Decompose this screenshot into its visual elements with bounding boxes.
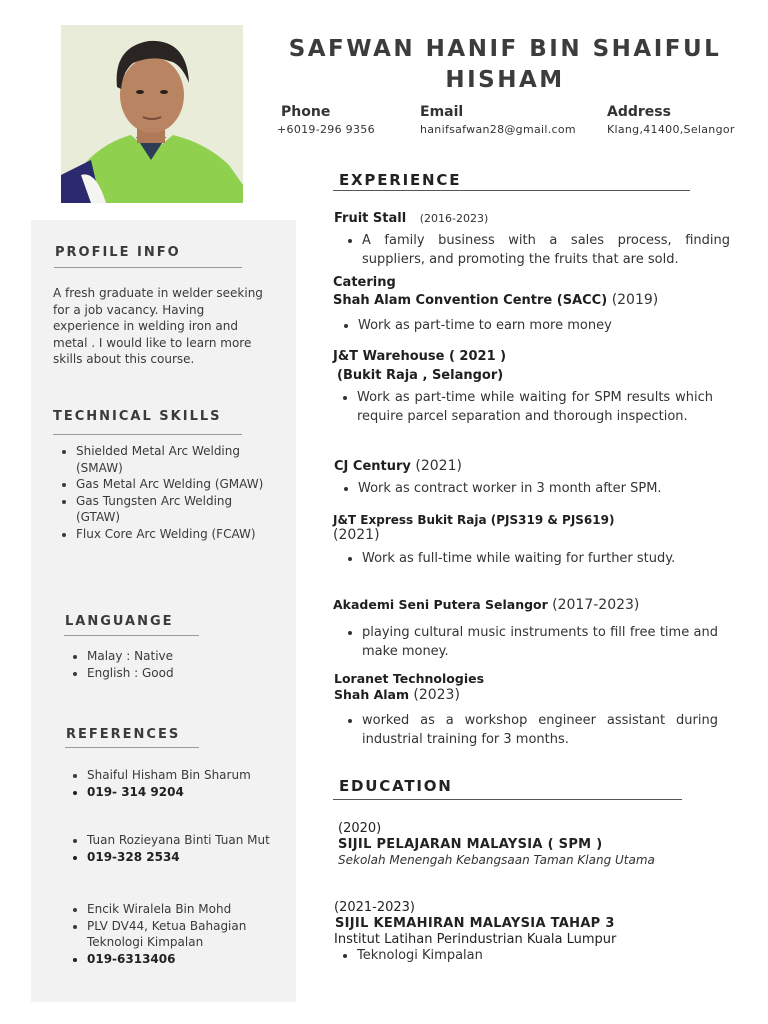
profile-divider [54, 267, 242, 268]
list-item: • playing cultural music instruments to fill free time and make money. [362, 624, 718, 661]
job-title [334, 686, 460, 704]
education-heading: EDUCATION [339, 777, 453, 795]
job-desc [332, 317, 726, 336]
job-desc [331, 389, 713, 426]
job-year: (2016-2023) [419, 212, 489, 225]
language-divider [64, 635, 199, 636]
job-title [333, 596, 639, 614]
reference-name: • Tuan Rozieyana Binti Tuan Mut [87, 832, 282, 849]
job-title: J&T Express Bukit Raja (PJS319 & PJS619) [333, 513, 615, 527]
experience-divider [333, 190, 690, 191]
reference-phone: • 019-328 2534 [87, 849, 282, 866]
list-item: • Flux Core Arc Welding (FCAW) [76, 526, 276, 543]
list-item: • A family business with a sales process, finding suppliers, and promoting the fruits that are sold. [362, 232, 730, 269]
education-title: SIJIL PELAJARAN MALAYSIA ( SPM ) [338, 837, 603, 852]
email-value: hanifsafwan28@gmail.com [420, 123, 576, 136]
education-title: SIJIL KEMAHIRAN MALAYSIA TAHAP 3 [335, 916, 615, 931]
list-item: • Gas Tungsten Arc Welding (GTAW) [76, 493, 276, 526]
references-divider [65, 747, 199, 748]
list-item: • Shielded Metal Arc Welding (SMAW) [76, 443, 276, 476]
profile-text: A fresh graduate in welder seeking for a job vacancy. Having experience in welding iron and metal . I would like to learn more skills about this course. [53, 286, 263, 366]
job-year: (2023) [413, 687, 460, 703]
profile-photo-image [61, 25, 243, 203]
reference-phone: • 019- 314 9204 [87, 784, 282, 801]
candidate-name: SAFWAN HANIF BIN SHAIFUL HISHAM [288, 36, 722, 93]
education-school: Sekolah Menengah Kebangsaan Taman Klang Utama [338, 853, 655, 867]
job-title: (Bukit Raja , Selangor) [337, 368, 504, 383]
references-heading: REFERENCES [66, 727, 181, 742]
job-name: Fruit Stall [334, 211, 407, 226]
address-label: Address [607, 104, 671, 120]
education-year: (2021-2023) [334, 900, 416, 915]
job-name: Shah Alam [334, 687, 410, 702]
language-list [65, 648, 287, 681]
job-year: (2021) [415, 458, 462, 474]
list-item: • Malay : Native [87, 648, 287, 665]
job-title [334, 457, 462, 476]
job-title: Loranet Technologies [334, 671, 485, 686]
reference-2 [65, 832, 282, 865]
list-item: • Gas Metal Arc Welding (GMAW) [76, 476, 276, 493]
job-year: (2021) [333, 527, 380, 543]
education-course [331, 948, 657, 964]
education-divider [333, 799, 682, 800]
list-item: • Teknologi Kimpalan [357, 948, 657, 964]
reference-3 [65, 901, 287, 967]
job-title: J&T Warehouse ( 2021 ) [333, 349, 507, 364]
education-school: Institut Latihan Perindustrian Kuala Lumpur [334, 932, 617, 947]
reference-phone: • 019-6313406 [87, 951, 287, 968]
reference-position: • PLV DV44, Ketua Bahagian Teknologi Kimpalan [87, 918, 287, 951]
job-year: (2019) [611, 292, 659, 308]
job-desc [336, 550, 718, 569]
job-desc [336, 232, 730, 269]
job-title: Catering [333, 275, 396, 290]
job-desc [336, 624, 718, 661]
reference-name: • Shaiful Hisham Bin Sharum [87, 767, 282, 784]
job-desc [332, 480, 726, 499]
education-year: (2020) [338, 821, 382, 836]
address-value: Klang,41400,Selangor [607, 123, 735, 136]
list-item: • Work as contract worker in 3 month after SPM. [358, 480, 726, 499]
job-name: Shah Alam Convention Centre (SACC) [333, 293, 608, 308]
job-title [334, 210, 488, 228]
list-item: • worked as a workshop engineer assistant during industrial training for 3 months. [362, 712, 718, 749]
email-label: Email [420, 104, 464, 120]
job-title [333, 291, 658, 310]
reference-name: • Encik Wiralela Bin Mohd [87, 901, 287, 918]
profile-heading: PROFILE INFO [55, 245, 181, 260]
job-desc [336, 712, 718, 749]
reference-1 [65, 767, 282, 800]
skills-heading: TECHNICAL SKILLS [53, 409, 222, 424]
list-item: • Work as part-time to earn more money [358, 317, 726, 336]
list-item: • Work as full-time while waiting for further study. [362, 550, 718, 569]
phone-value: +6019-296 9356 [277, 123, 375, 136]
phone-label: Phone [281, 104, 331, 120]
job-name: Akademi Seni Putera Selangor [333, 597, 548, 612]
language-heading: LANGUANGE [65, 614, 174, 629]
skills-divider [53, 434, 242, 435]
profile-photo [61, 25, 243, 203]
job-year: (2017-2023) [552, 597, 640, 613]
list-item: • English : Good [87, 665, 287, 682]
list-item: • Work as part-time while waiting for SPM results which require parcel separation and thorough inspection. [357, 389, 713, 426]
experience-heading: EXPERIENCE [339, 171, 462, 189]
skills-list [54, 443, 276, 542]
job-name: CJ Century [334, 459, 411, 474]
